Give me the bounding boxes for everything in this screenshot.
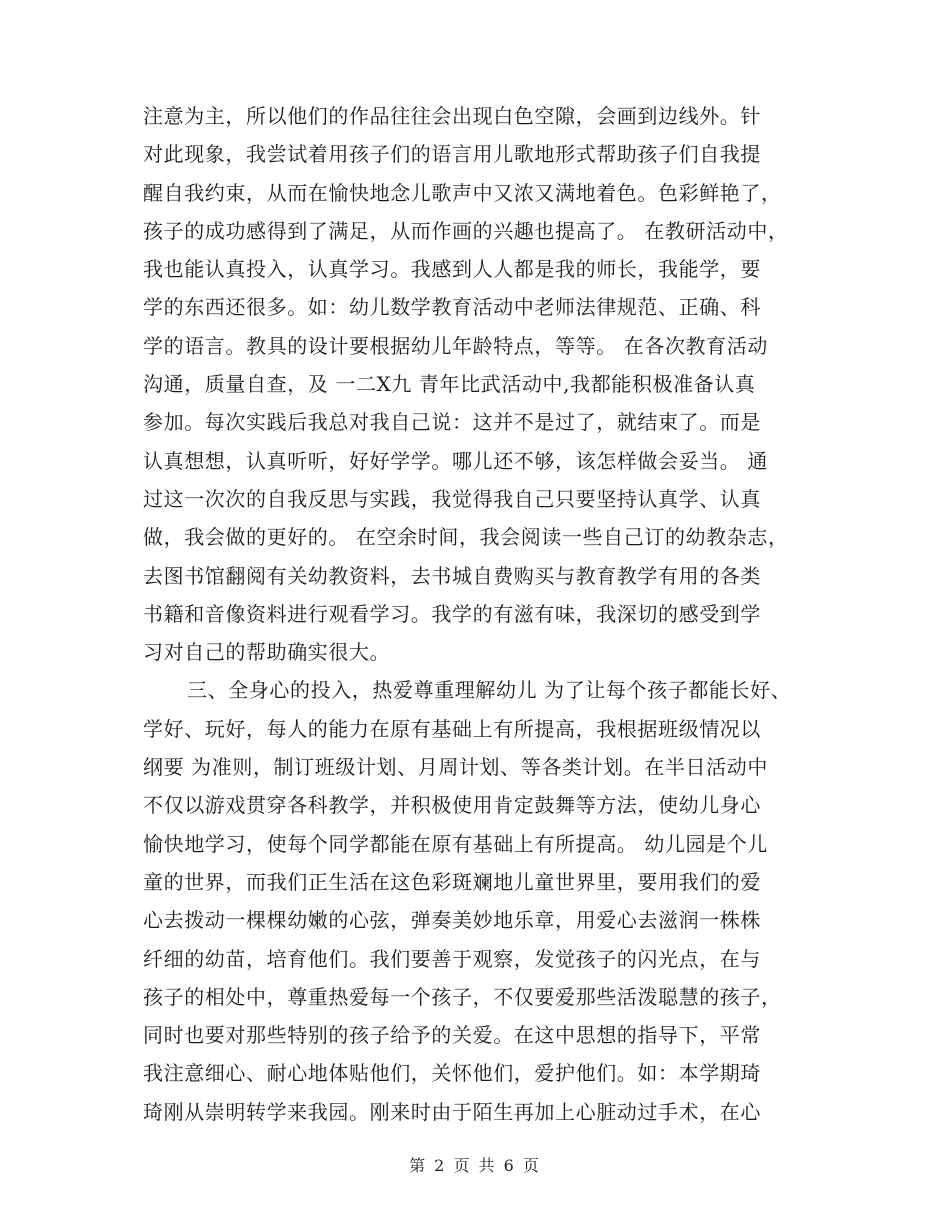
page-number: 第 2 页 共 6 页 [409,1156,541,1175]
text-line: 学的语言。教具的设计要根据幼儿年龄特点，等等。 在各次教育活动 [143,333,768,358]
text-line: 心去拨动一棵棵幼嫩的心弦，弹奏美妙地乐章，用爱心去滋润一株株 [143,908,761,933]
text-line: 沟通，质量自查，及 一二X九 青年比武活动中,我都能积极准备认真 [143,372,756,397]
text-line: 过这一次次的自我反思与实践，我觉得我自己只要坚持认真学、认真 [143,486,761,511]
text-line: 做，我会做的更好的。 在空余时间，我会阅读一些自己订的幼教杂志， [143,525,789,550]
text-line: 醒自我约束，从而在愉快地念儿歌声中又浓又满地着色。色彩鲜艳了， [143,180,782,205]
text-line: 我注意细心、耐心地体贴他们，关怀他们，爱护他们。如：本学期琦 [143,1061,761,1086]
text-line: 同时也要对那些特别的孩子给予的关爱。在这中思想的指导下，平常 [143,1023,761,1048]
text-line: 学好、玩好，每人的能力在原有基础上有所提高，我根据班级情况以 [143,716,761,741]
text-line: 认真想想，认真听听，好好学学。哪儿还不够，该怎样做会妥当。 通 [143,448,768,473]
text-line: 孩子的成功感得到了满足，从而作画的兴趣也提高了。 在教研活动中， [143,218,789,243]
text-line: 不仅以游戏贯穿各科教学，并积极使用肯定鼓舞等方法，使幼儿身心 [143,793,761,818]
text-line: 纲要 为准则，制订班级计划、月周计划、等各类计划。在半日活动中 [143,755,768,780]
text-line: 琦刚从崇明转学来我园。刚来时由于陌生再加上心脏动过手术，在心 [143,1099,761,1124]
text-line: 学的东西还很多。如：幼儿数学教育活动中老师法律规范、正确、科 [143,295,761,320]
text-line: 孩子的相处中，尊重热爱每一个孩子，不仅要爱那些活泼聪慧的孩子， [143,984,782,1009]
text-line: 注意为主，所以他们的作品往往会出现白色空隙，会画到边线外。针 [143,104,761,128]
text-line: 我也能认真投入，认真学习。我感到人人都是我的师长，我能学，要 [143,257,761,282]
page-footer [0,1153,950,1176]
section-heading-line: 三、全身心的投入，热爱尊重理解幼儿 为了让每个孩子都能长好、 [187,678,792,703]
text-line: 纤细的幼苗，培育他们。我们要善于观察，发觉孩子的闪光点，在与 [143,946,761,971]
text-line: 对此现象，我尝试着用孩子们的语言用儿歌地形式帮助孩子们自我提 [143,142,761,167]
text-line: 参加。每次实践后我总对我自己说：这并不是过了，就结束了。而是 [143,410,761,435]
body-text [143,97,823,1131]
text-line: 去图书馆翻阅有关幼教资料，去书城自费购买与教育教学有用的各类 [143,563,761,588]
text-line: 童的世界，而我们正生活在这色彩斑斓地儿童世界里，要用我们的爱 [143,869,761,894]
text-line: 习对自己的帮助确实很大。 [143,640,391,665]
text-line: 书籍和音像资料进行观看学习。我学的有滋有味，我深切的感受到学 [143,601,761,626]
text-line: 愉快地学习，使每个同学都能在原有基础上有所提高。 幼儿园是个儿 [143,831,768,856]
